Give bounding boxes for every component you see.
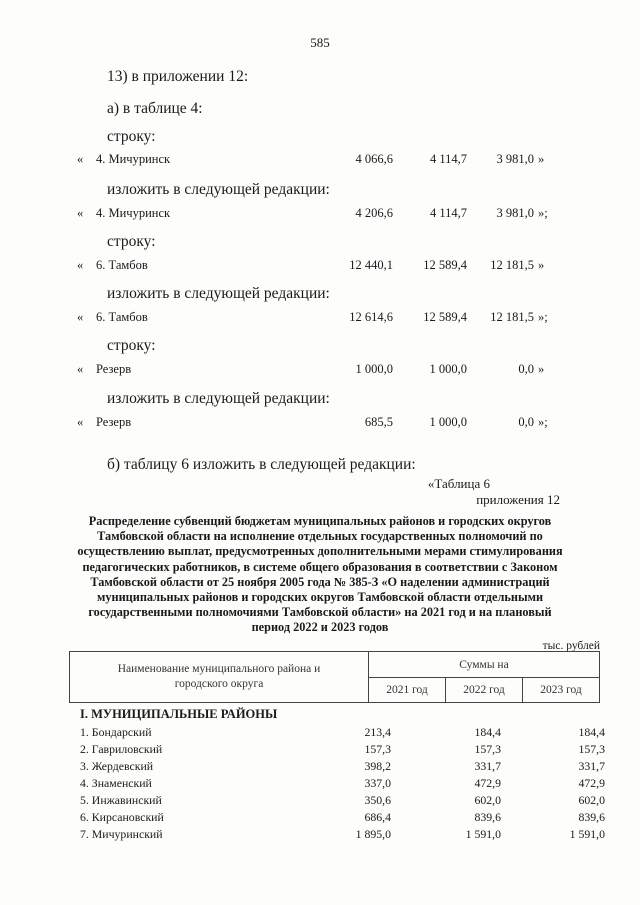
value-1: 1 000,0 xyxy=(355,362,393,376)
row-name: Резерв xyxy=(96,362,132,376)
value-3: 12 181,5 xyxy=(490,310,534,324)
district-name: 7. Мичуринский xyxy=(80,827,163,841)
opening-quote: « xyxy=(77,415,84,429)
value-2021: 350,6 xyxy=(364,793,391,807)
table-row xyxy=(0,810,640,827)
document-title: Распределение субвенций бюджетам муниципальных районов и городских округов Тамбовской области на исполнение отдельных государственных полномочий по осуществлению выплат, предусмотренных дополнительными мерами стимулирования педагогических работников, в системе общего образования в соответствии с Законом Тамбовской области от 25 ноября 2005 года № 385-З «О наделении администраций муниципальных районов и городских округов Тамбовской области отдельными государственными полномочиями Тамбовской области» на 2021 год и на плановый период 2022 и 2023 годов xyxy=(77,514,563,635)
closing-quote: »; xyxy=(538,415,548,429)
opening-quote: « xyxy=(77,206,84,220)
value-2022: 472,9 xyxy=(474,776,501,790)
row-name: Резерв xyxy=(96,415,132,429)
table-row xyxy=(0,725,640,742)
row-name: 4. Мичуринск xyxy=(96,152,171,166)
value-2: 4 114,7 xyxy=(429,152,467,166)
value-2023: 472,9 xyxy=(578,776,605,790)
table-caption-line-2: приложения 12 xyxy=(476,492,560,507)
value-2022: 184,4 xyxy=(474,725,501,739)
row-name: 6. Тамбов xyxy=(96,258,148,272)
amendment-label: изложить в следующей редакции: xyxy=(107,181,330,198)
amendment-label: строку: xyxy=(107,233,156,250)
value-3: 3 981,0 xyxy=(496,152,534,166)
table-row xyxy=(0,776,640,793)
opening-quote: « xyxy=(77,310,84,324)
district-name: 4. Знаменский xyxy=(80,776,152,790)
value-1: 685,5 xyxy=(364,415,393,429)
value-2: 1 000,0 xyxy=(429,415,467,429)
item-b-heading: б) таблицу 6 изложить в следующей редакции: xyxy=(107,456,416,473)
value-2021: 1 895,0 xyxy=(355,827,391,841)
amendment-row xyxy=(0,415,640,433)
value-2022: 602,0 xyxy=(474,793,501,807)
table-row xyxy=(0,759,640,776)
value-2021: 157,3 xyxy=(364,742,391,756)
table-row xyxy=(0,793,640,810)
closing-quote: » xyxy=(538,152,545,166)
value-1: 12 614,6 xyxy=(349,310,393,324)
column-header-name: Наименование муниципального района и городского округа xyxy=(70,652,369,703)
amendment-label: изложить в следующей редакции: xyxy=(107,390,330,407)
table-row xyxy=(0,742,640,759)
closing-quote: »; xyxy=(538,310,548,324)
table-caption-line-1: «Таблица 6 xyxy=(427,476,490,491)
value-3: 12 181,5 xyxy=(490,258,534,272)
value-2023: 602,0 xyxy=(578,793,605,807)
column-header-2023: 2023 год xyxy=(523,678,600,703)
value-2021: 686,4 xyxy=(364,810,391,824)
district-name: 1. Бондарский xyxy=(80,725,152,739)
amendment-row xyxy=(0,152,640,170)
opening-quote: « xyxy=(77,258,84,272)
value-2023: 157,3 xyxy=(578,742,605,756)
row-name: 4. Мичуринск xyxy=(96,206,171,220)
amendment-label: изложить в следующей редакции: xyxy=(107,285,330,302)
value-2021: 213,4 xyxy=(364,725,391,739)
amendment-row xyxy=(0,362,640,380)
value-2022: 1 591,0 xyxy=(465,827,501,841)
value-3: 3 981,0 xyxy=(496,206,534,220)
value-2022: 331,7 xyxy=(474,759,501,773)
value-1: 4 206,6 xyxy=(355,206,393,220)
district-name: 2. Гавриловский xyxy=(80,742,163,756)
opening-quote: « xyxy=(77,362,84,376)
district-name: 6. Кирсановский xyxy=(80,810,164,824)
closing-quote: » xyxy=(538,258,545,272)
district-name: 5. Инжавинский xyxy=(80,793,162,807)
closing-quote: » xyxy=(538,362,545,376)
closing-quote: »; xyxy=(538,206,548,220)
row-name: 6. Тамбов xyxy=(96,310,148,324)
opening-quote: « xyxy=(77,152,84,166)
column-header-2022: 2022 год xyxy=(446,678,523,703)
value-2022: 157,3 xyxy=(474,742,501,756)
amendment-row xyxy=(0,206,640,224)
amendment-row xyxy=(0,258,640,276)
value-2: 4 114,7 xyxy=(429,206,467,220)
value-1: 4 066,6 xyxy=(355,152,393,166)
amendment-label: строку: xyxy=(107,337,156,354)
amendment-row xyxy=(0,310,640,328)
value-3: 0,0 xyxy=(518,362,534,376)
value-2022: 839,6 xyxy=(474,810,501,824)
value-1: 12 440,1 xyxy=(349,258,393,272)
column-header-2021: 2021 год xyxy=(369,678,446,703)
value-2023: 839,6 xyxy=(578,810,605,824)
value-2021: 398,2 xyxy=(364,759,391,773)
column-header-sums: Суммы на xyxy=(369,652,600,678)
distribution-table-header xyxy=(69,651,600,703)
units-label: тыс. рублей xyxy=(542,640,600,652)
amendment-label: строку: xyxy=(107,128,156,145)
district-name: 3. Жердевский xyxy=(80,759,154,773)
item-a-heading: а) в таблице 4: xyxy=(107,100,203,117)
value-2: 1 000,0 xyxy=(429,362,467,376)
value-2: 12 589,4 xyxy=(423,310,467,324)
value-2023: 184,4 xyxy=(578,725,605,739)
table-row xyxy=(0,827,640,844)
value-3: 0,0 xyxy=(518,415,534,429)
value-2021: 337,0 xyxy=(364,776,391,790)
section-heading: I. МУНИЦИПАЛЬНЫЕ РАЙОНЫ xyxy=(80,707,278,721)
value-2023: 1 591,0 xyxy=(569,827,605,841)
page-number: 585 xyxy=(310,35,330,50)
value-2: 12 589,4 xyxy=(423,258,467,272)
value-2023: 331,7 xyxy=(578,759,605,773)
item-13-heading: 13) в приложении 12: xyxy=(107,68,249,85)
